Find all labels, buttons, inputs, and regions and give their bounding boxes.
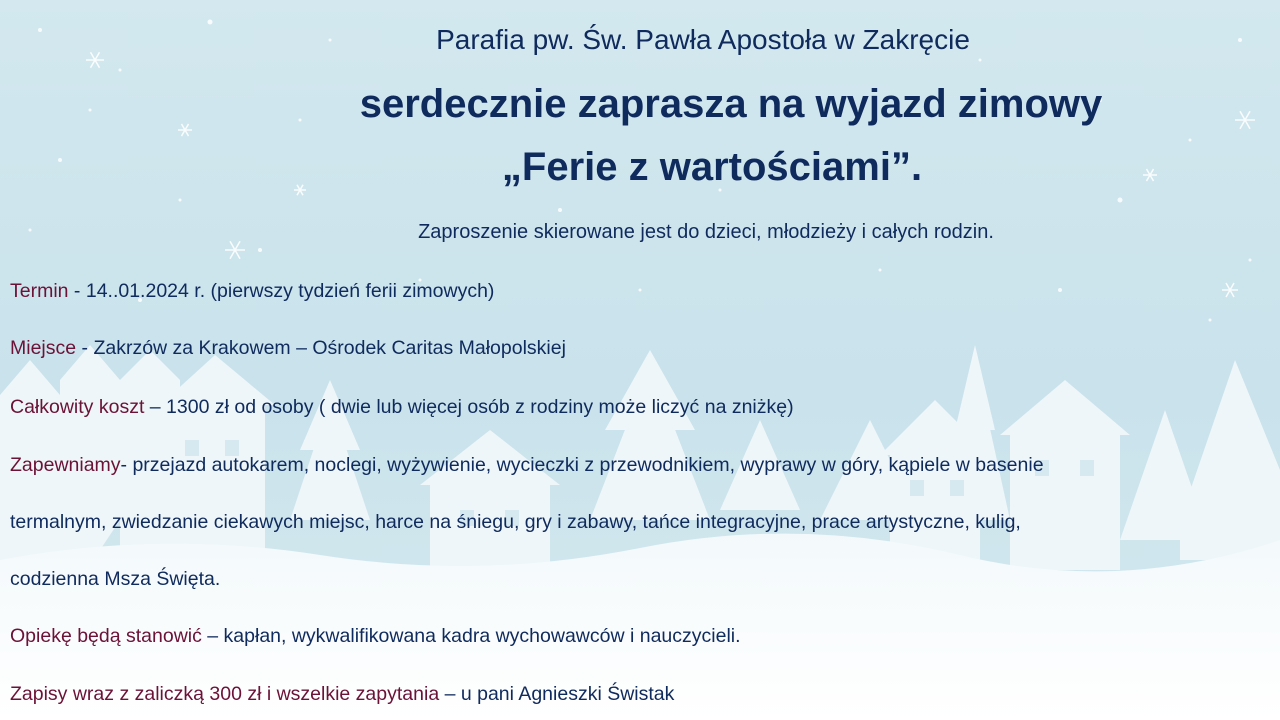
detail-zapewniamy (10, 454, 1044, 477)
detail-zapewniamy-end: codzienna Msza Święta. (10, 568, 221, 590)
detail-text: – u pani Agnieszki Świstak (439, 683, 675, 705)
detail-label: Miejsce (10, 337, 77, 359)
detail-text: – 1300 zł od osoby ( dwie lub więcej osób z rodziny może liczyć na zniżkę) (144, 396, 794, 418)
detail-label: Zapewniamy (10, 454, 121, 476)
detail-label: Całkowity koszt (10, 396, 145, 418)
detail-koszt (10, 396, 794, 419)
detail-label: Opiekę będą stanowić (10, 625, 202, 647)
detail-label: Termin (10, 280, 69, 302)
detail-text: - przejazd autokarem, noclegi, wyżywienie, wycieczki z przewodnikiem, wyprawy w góry, kąpiele w basenie (120, 454, 1044, 476)
detail-text: - Zakrzów za Krakowem – Ośrodek Caritas Małopolskiej (76, 337, 566, 359)
detail-termin (10, 280, 494, 303)
detail-zapisy (10, 683, 674, 706)
detail-zapewniamy-cont: termalnym, zwiedzanie ciekawych miejsc, harce na śniegu, gry i zabawy, tańce integracyjne, prace artystyczne, kulig, (10, 511, 1021, 533)
parish-name: Parafia pw. Św. Pawła Apostoła w Zakręcie (436, 24, 970, 55)
audience-note: Zaproszenie skierowane jest do dzieci, młodzieży i całych rodzin. (418, 221, 994, 243)
invitation-line: serdecznie zaprasza na wyjazd zimowy (359, 82, 1103, 126)
detail-opieka (10, 625, 741, 648)
detail-miejsce (10, 337, 566, 360)
event-title: „Ferie z wartościami”. (501, 145, 923, 189)
detail-text: – kapłan, wykwalifikowana kadra wychowawców i nauczycieli. (201, 625, 741, 647)
detail-label: Zapisy wraz z zaliczką 300 zł i wszelkie zapytania (10, 683, 440, 705)
detail-text: - 14..01.2024 r. (pierwszy tydzień ferii zimowych) (68, 280, 495, 302)
